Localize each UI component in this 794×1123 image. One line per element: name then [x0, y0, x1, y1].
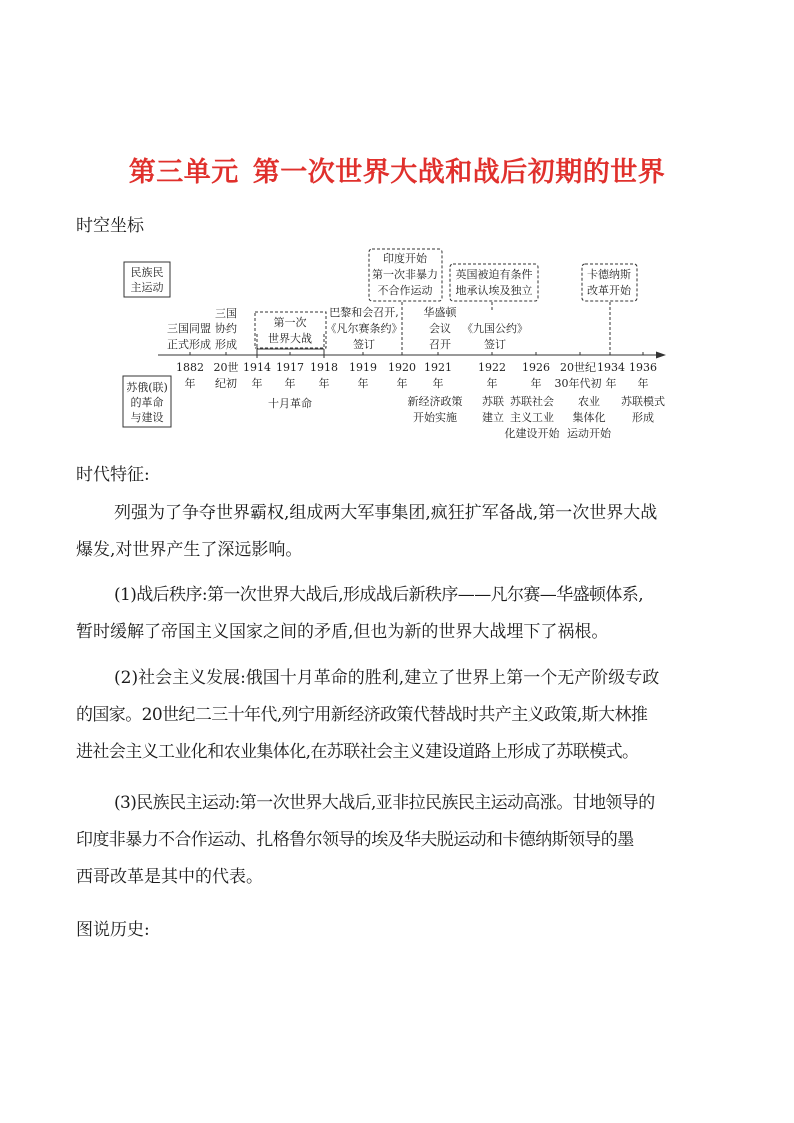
paragraph-line: 西哥改革是其中的代表。 [76, 867, 263, 887]
paragraph-line: 爆发,对世界产生了深远影响。 [76, 540, 303, 560]
year-label: 1917 [276, 361, 304, 374]
paragraph-line: 进社会主义工业化和农业集体化,在苏联社会主义建设道路上形成了苏联模式。 [76, 742, 639, 762]
event-20c-line: 协约 [215, 322, 237, 335]
pictures-heading: 图说历史: [76, 920, 150, 940]
bottom-category-line: 的革命 [130, 396, 164, 409]
bottom-category-line: 与建设 [130, 411, 164, 424]
features-heading: 时代特征: [76, 465, 150, 485]
event-1921-line: 召开 [429, 338, 451, 351]
collective-line: 集体化 [572, 411, 606, 424]
year-label: 1926 [522, 361, 550, 374]
paragraph-line: (2)社会主义发展:俄国十月革命的胜利,建立了世界上第一个无产阶级专政 [114, 668, 660, 688]
egypt-line: 地承认埃及独立 [455, 284, 533, 297]
socialism-paragraph [76, 660, 720, 771]
year-label: 年 [357, 377, 369, 390]
paragraph-line: 暂时缓解了帝国主义国家之间的矛盾,但也为新的世界大战埋下了祸根。 [76, 622, 609, 642]
india-line: 印度开始 [383, 252, 427, 265]
year-label: 1918 [310, 361, 338, 374]
mexico-line: 卡德纳斯 [587, 268, 631, 281]
year-label: 年 [184, 377, 196, 390]
axis-arrow-icon [656, 352, 666, 359]
year-label: 1882 [176, 361, 204, 374]
paragraph-line: 的国家。20世纪二三十年代,列宁用新经济政策代替战时共产主义政策,斯大林推 [76, 705, 648, 725]
india-line: 不合作运动 [377, 284, 433, 297]
event-1919-line: 《凡尔赛条约》 [325, 322, 403, 335]
year-label: 年 [284, 377, 296, 390]
ww1-line: 第一次 [273, 316, 307, 329]
event-20c-line: 三国 [215, 307, 237, 320]
ww1-line: 世界大战 [268, 332, 312, 345]
year-label: 年 [318, 377, 330, 390]
intro-paragraph [76, 495, 720, 569]
event-1882-line: 正式形成 [167, 338, 211, 351]
unit-name: 第一次世界大战和战后初期的世界 [252, 157, 666, 188]
top-category-line: 民族民 [130, 266, 164, 279]
collective-line: 运动开始 [567, 427, 611, 440]
year-label: 1922 [478, 361, 506, 374]
year-label: 1936 [629, 361, 657, 374]
industrial-line: 化建设开始 [504, 427, 560, 440]
year-label: 年 [605, 377, 617, 390]
egypt-line: 英国被迫有条件 [455, 268, 533, 281]
year-label: 1920 [388, 361, 416, 374]
event-1922-line: 《九国公约》 [462, 322, 528, 335]
year-label: 年 [530, 377, 542, 390]
timeline-heading: 时空坐标 [76, 216, 144, 236]
india-line: 第一次非暴力 [372, 268, 438, 281]
model-line: 形成 [632, 411, 654, 424]
ussr-line: 建立 [482, 411, 504, 424]
order-paragraph [76, 577, 720, 651]
event-1922-line: 签订 [484, 338, 506, 351]
paragraph-line: (1)战后秩序:第一次世界大战后,形成战后新秩序——凡尔赛—华盛顿体系, [114, 585, 644, 605]
mexico-line: 改革开始 [587, 284, 631, 297]
year-label: 1934 [597, 361, 625, 374]
model-line: 苏联模式 [621, 395, 665, 408]
year-label: 20世纪 [560, 361, 596, 374]
industrial-line: 主义工业 [510, 411, 554, 424]
nep-line: 开始实施 [413, 411, 457, 424]
paragraph-line: 印度非暴力不合作运动、扎格鲁尔领导的埃及华夫脱运动和卡德纳斯领导的墨 [76, 830, 634, 850]
ussr-line: 苏联 [482, 395, 504, 408]
event-1919-line: 签订 [353, 338, 375, 351]
nep-line: 新经济政策 [407, 395, 463, 408]
event-1921-line: 华盛顿 [423, 306, 457, 319]
year-label: 年 [396, 377, 408, 390]
bottom-category-line: 苏俄(联) [126, 381, 168, 394]
event-20c-line: 形成 [215, 338, 237, 351]
year-label: 20世 [213, 361, 239, 374]
year-label: 年 [432, 377, 444, 390]
event-1882-line: 三国同盟 [167, 322, 211, 335]
paragraph-line: 列强为了争夺世界霸权,组成两大军事集团,疯狂扩军备战,第一次世界大战 [114, 503, 658, 523]
year-label: 1919 [349, 361, 377, 374]
year-label: 年 [637, 377, 649, 390]
event-1921-line: 会议 [429, 322, 451, 335]
collective-line: 农业 [578, 395, 600, 408]
year-label: 30年代初 [554, 377, 602, 390]
unit-number: 第三单元 [128, 157, 239, 188]
year-labels [176, 360, 657, 390]
axis-ticks [190, 349, 643, 358]
national-movement-paragraph [76, 785, 720, 896]
top-category-line: 主运动 [130, 281, 164, 294]
year-label: 1914 [243, 361, 271, 374]
year-label: 纪初 [215, 377, 237, 390]
year-label: 1921 [424, 361, 452, 374]
event-1919-line: 巴黎和会召开, [329, 306, 399, 319]
october-revolution: 十月革命 [268, 397, 312, 410]
year-label: 年 [486, 377, 498, 390]
year-label: 年 [251, 377, 263, 390]
paragraph-line: (3)民族民主运动:第一次世界大战后,亚非拉民族民主运动高涨。甘地领导的 [114, 793, 655, 813]
industrial-line: 苏联社会 [510, 395, 554, 408]
